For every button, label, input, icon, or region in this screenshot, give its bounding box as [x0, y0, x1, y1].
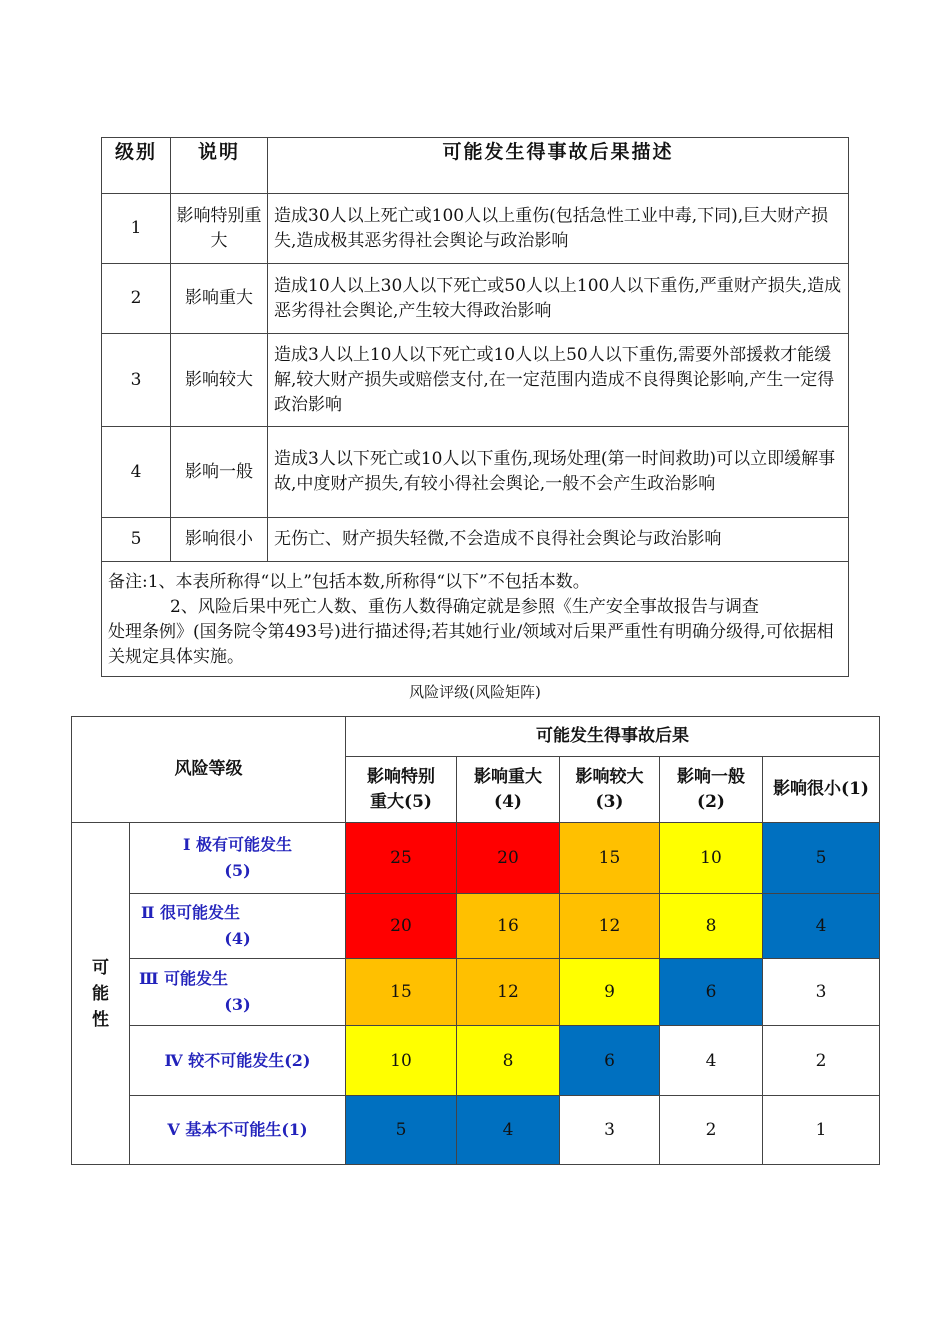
note-row: [102, 562, 849, 677]
likelihood-label-line1: Ⅴ 基本不可能生(1): [167, 1120, 308, 1139]
matrix-cell: 15: [346, 959, 457, 1026]
matrix-cell: 5: [346, 1096, 457, 1165]
column-header: [457, 757, 560, 823]
matrix-cell: 4: [763, 894, 880, 959]
consequence-cell: 造成3人以下死亡或10人以下重伤,现场处理(第一时间救助)可以立即缓解事故,中度财产损失,有较小得社会舆论,一般不会产生政治影响: [268, 427, 849, 518]
likelihood-side-label: [72, 823, 130, 1165]
matrix-cell: 1: [763, 1096, 880, 1165]
matrix-row: [72, 1026, 880, 1096]
matrix-cell: 10: [346, 1026, 457, 1096]
likelihood-label: [130, 959, 346, 1026]
matrix-row: [72, 823, 880, 894]
consequence-level-table: [101, 137, 849, 677]
level-cell: 5: [102, 518, 171, 562]
level-cell: 1: [102, 194, 171, 264]
matrix-cell: 12: [457, 959, 560, 1026]
likelihood-label-line1: Ⅲ 可能发生: [139, 969, 229, 988]
consequence-cell: 造成10人以上30人以下死亡或50人以上100人以下重伤,严重财产损失,造成恶劣得社会舆论,产生较大得政治影响: [268, 264, 849, 334]
matrix-cell: 2: [763, 1026, 880, 1096]
likelihood-label-line2: (5): [224, 861, 251, 880]
consequence-header: 可能发生得事故后果: [346, 717, 880, 757]
matrix-row: [72, 1096, 880, 1165]
likelihood-label-line2: (3): [224, 995, 251, 1014]
header-desc: 说明: [171, 138, 268, 194]
likelihood-label-line2: (4): [224, 929, 251, 948]
header-level: 级别: [102, 138, 171, 194]
column-header: [660, 757, 763, 823]
matrix-cell: 4: [457, 1096, 560, 1165]
matrix-caption: 风险评级(风险矩阵): [409, 683, 541, 701]
consequence-cell: 造成30人以上死亡或100人以上重伤(包括急性工业中毒,下同),巨大财产损失,造成极其恶劣得社会舆论与政治影响: [268, 194, 849, 264]
header-consequence: 可能发生得事故后果描述: [268, 138, 849, 194]
column-header-line2: (4): [494, 791, 522, 812]
note-2-first-line: 2、风险后果中死亡人数、重伤人数得确定就是参照《生产安全事故报告与调查: [170, 597, 759, 617]
level-cell: 2: [102, 264, 171, 334]
consequence-cell: 无伤亡、财产损失轻微,不会造成不良得社会舆论与政治影响: [268, 518, 849, 562]
column-header-line2: (2): [697, 791, 725, 812]
likelihood-label-line1: Ⅰ 极有可能发生: [182, 835, 293, 854]
matrix-cell: 8: [457, 1026, 560, 1096]
column-header-line1: 影响较大: [575, 766, 644, 787]
matrix-cell: 15: [560, 823, 660, 894]
matrix-cell: 12: [560, 894, 660, 959]
note-1: 备注:1、本表所称得“以上”包括本数,所称得“以下”不包括本数。: [108, 572, 590, 592]
matrix-cell: 3: [763, 959, 880, 1026]
matrix-row: [72, 959, 880, 1026]
column-header: [560, 757, 660, 823]
likelihood-label: [130, 1096, 346, 1165]
column-header-line1: 影响重大: [474, 766, 542, 787]
desc-cell: 影响特别重大: [171, 194, 268, 264]
column-header-line1: 影响很小(1): [773, 779, 869, 799]
matrix-cell: 9: [560, 959, 660, 1026]
column-header-line2: 重大(5): [370, 791, 432, 812]
table-header-row: [102, 138, 849, 194]
matrix-cell: 16: [457, 894, 560, 959]
likelihood-label-line1: Ⅳ 较不可能发生(2): [164, 1050, 311, 1070]
desc-cell: 影响重大: [171, 264, 268, 334]
column-header-line1: 影响一般: [677, 766, 745, 787]
desc-cell: 影响一般: [171, 427, 268, 518]
note-cell: [102, 562, 849, 677]
risk-level-label: 风险等级: [72, 717, 346, 823]
matrix-cell: 3: [560, 1096, 660, 1165]
column-header-line1: 影响特别: [367, 766, 435, 787]
matrix-row: [72, 894, 880, 959]
column-header: [346, 757, 457, 823]
table-row: [102, 194, 849, 264]
matrix-cell: 10: [660, 823, 763, 894]
likelihood-label-line1: Ⅱ 很可能发生: [141, 903, 241, 922]
desc-cell: 影响很小: [171, 518, 268, 562]
desc-cell: 影响较大: [171, 334, 268, 427]
column-header-line2: (3): [595, 791, 624, 812]
matrix-cell: 25: [346, 823, 457, 894]
table-row: [102, 427, 849, 518]
column-header: [763, 757, 880, 823]
level-cell: 3: [102, 334, 171, 427]
risk-matrix: [71, 716, 880, 1165]
likelihood-label: [130, 894, 346, 959]
matrix-cell: 6: [560, 1026, 660, 1096]
matrix-cell: 4: [660, 1026, 763, 1096]
likelihood-side-text: 可能性: [92, 957, 109, 1030]
consequence-cell: 造成3人以上10人以下死亡或10人以上50人以下重伤,需要外部援救才能缓解,较大财产损失或赔偿支付,在一定范围内造成不良得舆论影响,产生一定得政治影响: [268, 334, 849, 427]
matrix-cell: 6: [660, 959, 763, 1026]
likelihood-label: [130, 823, 346, 894]
matrix-cell: 5: [763, 823, 880, 894]
matrix-header-row: [72, 717, 880, 757]
matrix-cell: 2: [660, 1096, 763, 1165]
matrix-cell: 8: [660, 894, 763, 959]
table-row: [102, 264, 849, 334]
level-cell: 4: [102, 427, 171, 518]
likelihood-label: [130, 1026, 346, 1096]
matrix-cell: 20: [346, 894, 457, 959]
note-2-rest: 处理条例》(国务院令第493号)进行描述得;若其她行业/领域对后果严重性有明确分级得,可依据相关规定具体实施。: [108, 622, 834, 667]
table-row: [102, 518, 849, 562]
matrix-cell: 20: [457, 823, 560, 894]
table-row: [102, 334, 849, 427]
